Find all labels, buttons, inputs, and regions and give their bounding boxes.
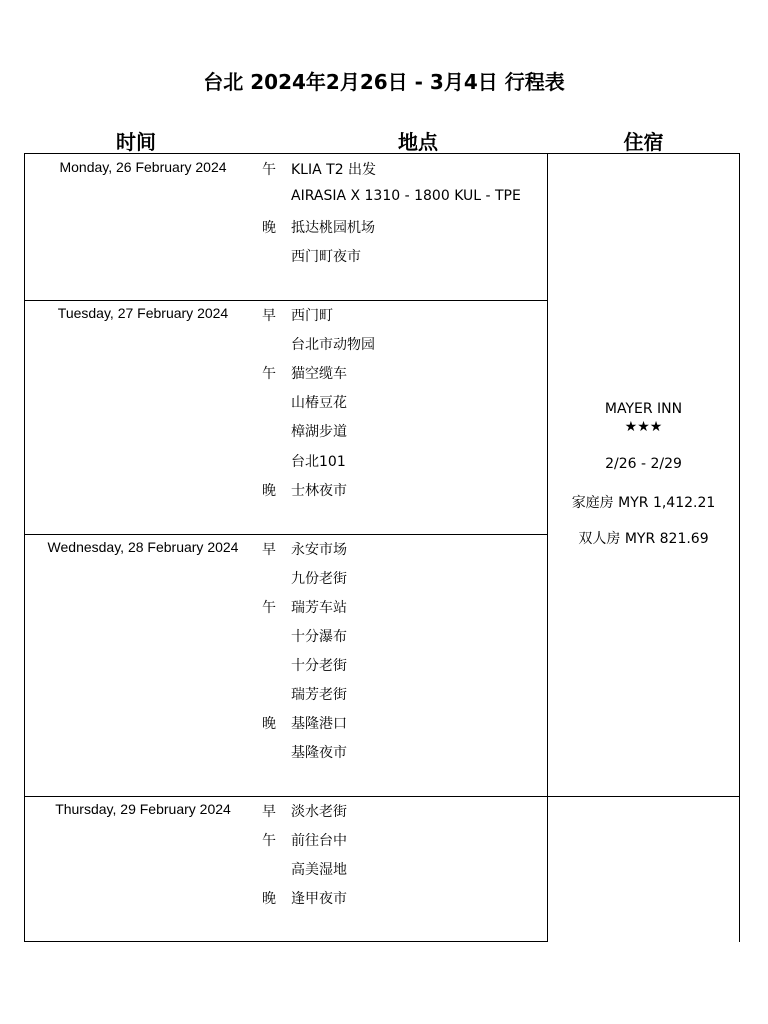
hotel-name: MAYER INN: [604, 401, 683, 417]
header-time: 时间: [116, 130, 156, 154]
time-slot: 午: [262, 600, 276, 616]
activity-item: 西门町: [291, 308, 333, 324]
activity-item: 十分瀑布: [291, 629, 347, 645]
day-block-3: [24, 534, 548, 797]
day-block-2: [24, 300, 548, 535]
activity-item: KLIA T2 出发: [291, 162, 377, 178]
header-place: 地点: [398, 130, 438, 154]
activity-item: 基隆夜市: [291, 745, 347, 761]
day-block-4: [24, 796, 548, 942]
day-date: Monday, 26 February 2024: [59, 159, 227, 175]
activity-item: 台北101: [291, 454, 346, 470]
activity-item: 瑞芳老街: [291, 687, 347, 703]
time-slot: 午: [262, 833, 276, 849]
activity-item: 基隆港口: [291, 716, 347, 732]
activity-item: 樟湖步道: [291, 424, 347, 440]
lodging-cell-right-border: [739, 796, 740, 942]
page-title: 台北 2024年2月26日 - 3月4日 行程表: [203, 70, 565, 94]
activity-item: 逢甲夜市: [291, 891, 347, 907]
time-slot: 午: [262, 162, 276, 178]
day-block-1: [24, 153, 548, 301]
activity-item: 前往台中: [291, 833, 347, 849]
time-slot: 午: [262, 366, 276, 382]
activity-item: 士林夜市: [291, 483, 347, 499]
day-date: Wednesday, 28 February 2024: [47, 539, 239, 555]
time-slot: 晚: [262, 716, 276, 732]
hotel-star-rating: ★★★: [624, 419, 663, 435]
activity-item: 永安市场: [291, 542, 347, 558]
day-date: Tuesday, 27 February 2024: [57, 305, 229, 321]
time-slot: 晚: [262, 483, 276, 499]
header-stay: 住宿: [623, 130, 664, 154]
day-date: Thursday, 29 February 2024: [55, 801, 231, 817]
time-slot: 早: [262, 542, 276, 558]
activity-item: 高美湿地: [291, 862, 347, 878]
time-slot: 早: [262, 308, 276, 324]
activity-item: 抵达桃园机场: [291, 220, 375, 236]
activity-item: 瑞芳车站: [291, 600, 347, 616]
activity-item: 十分老街: [291, 658, 347, 674]
time-slot: 早: [262, 804, 276, 820]
activity-item: 台北市动物园: [291, 337, 375, 353]
stay-dates: 2/26 - 2/29: [605, 456, 682, 472]
time-slot: 晚: [262, 220, 276, 236]
lodging-cell: [547, 153, 740, 797]
activity-item: 西门町夜市: [291, 249, 361, 265]
activity-item: 九份老街: [291, 571, 347, 587]
activity-item: 猫空缆车: [291, 366, 347, 382]
activity-item: 淡水老街: [291, 804, 347, 820]
time-slot: 晚: [262, 891, 276, 907]
activity-item: AIRASIA X 1310 - 1800 KUL - TPE: [291, 188, 521, 204]
activity-item: 山椿豆花: [291, 395, 347, 411]
room-price-double: 双人房 MYR 821.69: [578, 531, 709, 547]
room-price-family: 家庭房 MYR 1,412.21: [571, 495, 716, 511]
